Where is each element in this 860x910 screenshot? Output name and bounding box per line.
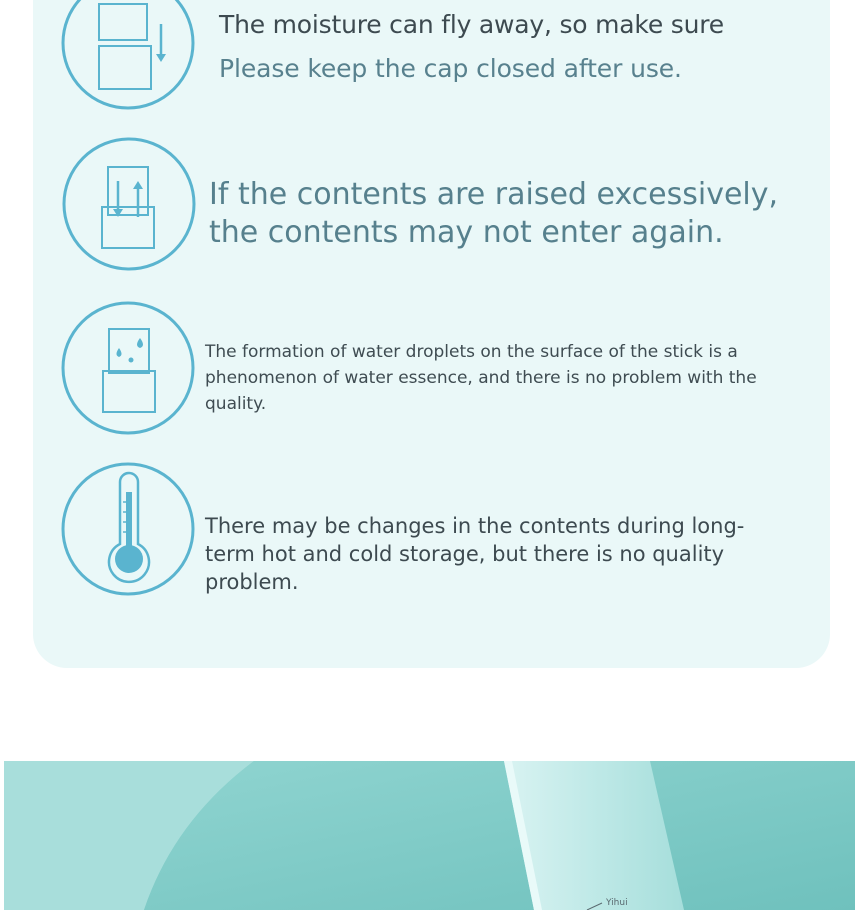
product-photo — [4, 761, 855, 910]
stick-raise-arrows-icon — [62, 137, 196, 271]
notice-droplets-text: The formation of water droplets on the surface of the stick is a phenomenon of water essence, and there is no problem with the quality. — [205, 342, 757, 414]
cap-closing-icon — [61, 0, 195, 110]
product-brand-text: Yihui — [606, 898, 628, 908]
notice-cap-line-2: Please keep the cap closed after use. — [219, 54, 682, 83]
notice-cap-line-1: The moisture can fly away, so make sure — [219, 10, 724, 39]
thermometer-icon — [61, 462, 195, 596]
water-droplets-icon — [61, 301, 195, 435]
notice-storage-text: There may be changes in the contents during long-term hot and cold storage, but there is no quality problem. — [205, 514, 745, 594]
notice-raise-text: If the contents are raised excessively, the contents may not enter again. — [209, 177, 779, 250]
